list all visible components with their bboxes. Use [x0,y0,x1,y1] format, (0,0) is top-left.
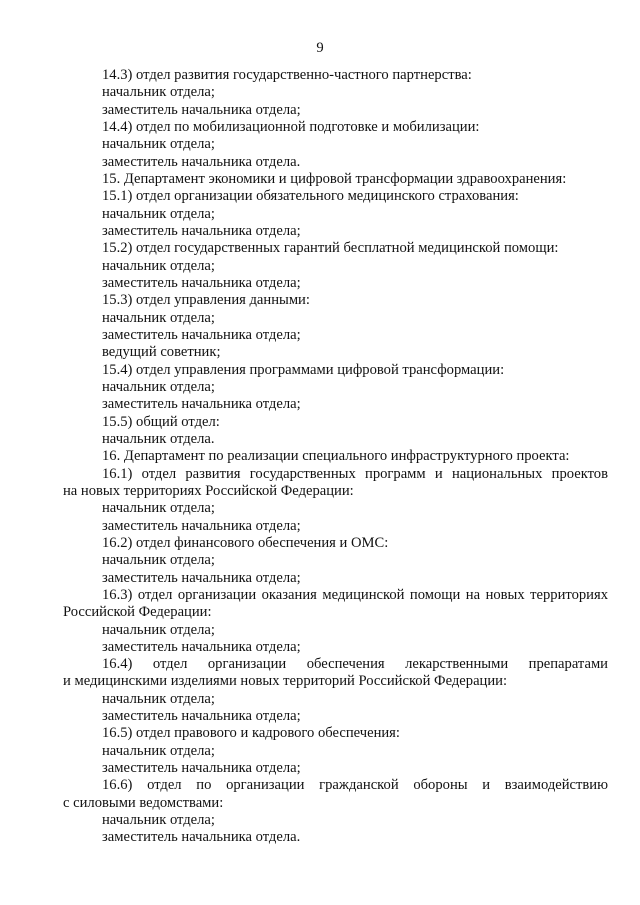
section-15-1-heading: 15.1) отдел организации обязательного медицинского страхования: [102,188,519,205]
position-line: начальник отдела; [102,812,215,829]
position-line: заместитель начальника отдела; [102,708,301,725]
section-16-4-heading: 16.4) отдел организации обеспечения лекарственными препаратами [102,656,608,673]
position-line: заместитель начальника отдела; [102,569,301,586]
section-16-5-heading: 16.5) отдел правового и кадрового обеспечения: [102,725,400,742]
position-line: заместитель начальника отдела; [102,760,301,777]
position-line: заместитель начальника отдела; [102,274,301,291]
position-line: заместитель начальника отдела; [102,101,301,118]
section-16-2-heading: 16.2) отдел финансового обеспечения и ОМС: [102,534,389,551]
position-line: начальник отдела; [102,552,215,569]
position-line: начальник отдела; [102,136,215,153]
department-15-heading: 15. Департамент экономики и цифровой трансформации здравоохранения: [102,170,567,187]
document-body [63,67,608,847]
position-line: заместитель начальника отдела; [102,638,301,655]
position-line: заместитель начальника отдела; [102,396,301,413]
position-line: заместитель начальника отдела. [102,153,301,170]
position-line: начальник отдела. [102,430,215,447]
position-line: ведущий советник; [102,344,221,361]
section-16-6-heading-cont: с силовыми ведомствами: [63,794,224,811]
section-16-1-heading-cont: на новых территориях Российской Федерации: [63,482,354,499]
section-16-6-heading: 16.6) отдел по организации гражданской обороны и взаимодействию [102,777,608,794]
section-15-2-heading: 15.2) отдел государственных гарантий бесплатной медицинской помощи: [102,240,559,257]
position-line: начальник отдела; [102,500,215,517]
position-line: начальник отдела; [102,205,215,222]
position-line: начальник отдела; [102,621,215,638]
page-number: 9 [316,40,324,56]
position-line: начальник отдела; [102,378,215,395]
position-line: начальник отдела; [102,84,215,101]
section-15-3-heading: 15.3) отдел управления данными: [102,292,310,309]
position-line: начальник отдела; [102,742,215,759]
section-14-4-heading: 14.4) отдел по мобилизационной подготовке и мобилизации: [102,118,480,135]
position-line: заместитель начальника отдела. [102,829,301,846]
position-line: начальник отдела; [102,690,215,707]
section-16-3-heading: 16.3) отдел организации оказания медицинской помощи на новых территориях [102,586,608,603]
section-16-3-heading-cont: Российской Федерации: [63,604,212,621]
section-15-4-heading: 15.4) отдел управления программами цифровой трансформации: [102,361,505,378]
position-line: заместитель начальника отдела; [102,326,301,343]
position-line: начальник отдела; [102,257,215,274]
position-line: заместитель начальника отдела; [102,517,301,534]
position-line: начальник отдела; [102,309,215,326]
position-line: заместитель начальника отдела; [102,222,301,239]
department-16-heading: 16. Департамент по реализации специального инфраструктурного проекта: [102,448,570,465]
section-16-1-heading: 16.1) отдел развития государственных программ и национальных проектов [102,465,608,482]
section-16-4-heading-cont: и медицинскими изделиями новых территорий Российской Федерации: [63,673,508,690]
section-15-5-heading: 15.5) общий отдел: [102,413,220,430]
section-14-3-heading: 14.3) отдел развития государственно-частного партнерства: [102,67,472,83]
